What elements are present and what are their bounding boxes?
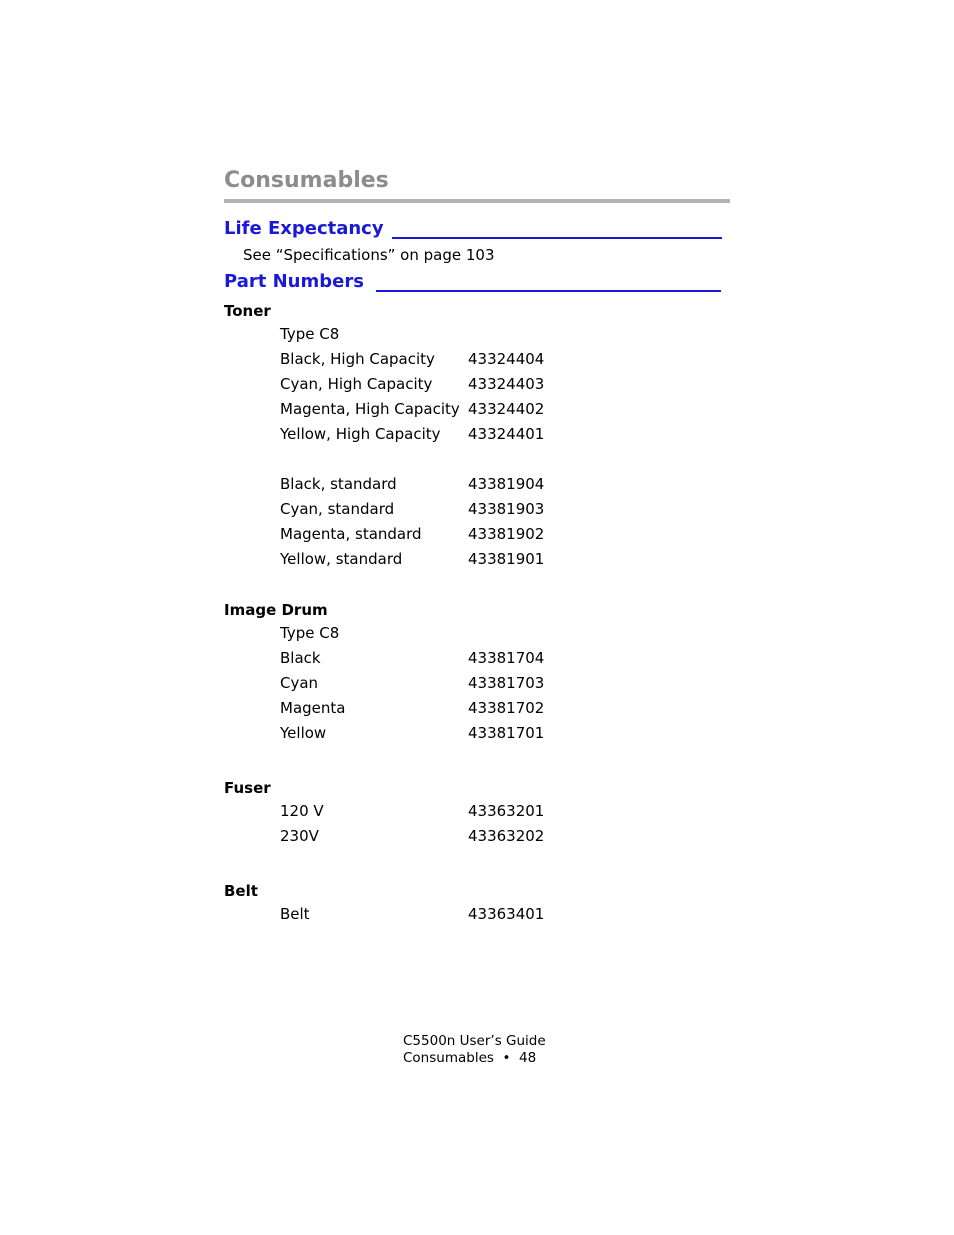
part-numbers-heading: [224, 271, 721, 292]
image-drum-item-number: 43381704: [468, 649, 545, 667]
toner-heading: Toner: [224, 302, 271, 320]
image-drum-item-number: 43381703: [468, 674, 545, 692]
chapter-title: Consumables: [224, 168, 389, 193]
life-expectancy-text: See “Specifications” on page 103: [243, 246, 495, 264]
toner-item-number: 43324404: [468, 350, 545, 368]
fuser-heading: Fuser: [224, 779, 271, 797]
toner-item-number: 43324403: [468, 375, 545, 393]
toner-item-number: 43324401: [468, 425, 545, 443]
toner-item-name: Black, standard: [280, 475, 397, 493]
toner-item-name: Cyan, High Capacity: [280, 375, 433, 393]
image-drum-item-name: Magenta: [280, 699, 346, 717]
toner-item-name: Magenta, standard: [280, 525, 422, 543]
toner-item-name: Yellow, standard: [280, 550, 403, 568]
footer-guide-title: C5500n User’s Guide: [403, 1033, 546, 1049]
toner-item-name: Cyan, standard: [280, 500, 395, 518]
fuser-item-number: 43363201: [468, 802, 545, 820]
toner-item-name: Magenta, High Capacity: [280, 400, 460, 418]
image-drum-item-number: 43381702: [468, 699, 545, 717]
image-drum-item-name: Cyan: [280, 674, 319, 692]
toner-item-number: 43381904: [468, 475, 545, 493]
belt-item-name: Belt: [280, 905, 310, 923]
toner-item-name: Black, High Capacity: [280, 350, 435, 368]
fuser-item-name: 230V: [280, 827, 319, 845]
image-drum-heading: Image Drum: [224, 601, 328, 619]
fuser-item-number: 43363202: [468, 827, 545, 845]
part-numbers-heading-text: Part Numbers: [224, 271, 364, 292]
toner-item-number: 43324402: [468, 400, 545, 418]
toner-item-number: 43381902: [468, 525, 545, 543]
toner-item-name: Yellow, High Capacity: [280, 425, 441, 443]
life-expectancy-heading-text: Life Expectancy: [224, 218, 384, 239]
chapter-rule: [224, 199, 730, 203]
heading-underline: [392, 219, 722, 239]
life-expectancy-heading: [224, 218, 722, 239]
fuser-item-name: 120 V: [280, 802, 324, 820]
heading-underline: [376, 272, 721, 292]
image-drum-type: Type C8: [280, 624, 340, 642]
belt-heading: Belt: [224, 882, 258, 900]
image-drum-item-number: 43381701: [468, 724, 545, 742]
image-drum-item-name: Yellow: [280, 724, 327, 742]
toner-item-number: 43381903: [468, 500, 545, 518]
footer-section-page: Consumables • 48: [403, 1050, 537, 1066]
toner-item-number: 43381901: [468, 550, 545, 568]
image-drum-item-name: Black: [280, 649, 321, 667]
toner-type: Type C8: [280, 325, 340, 343]
belt-item-number: 43363401: [468, 905, 545, 923]
